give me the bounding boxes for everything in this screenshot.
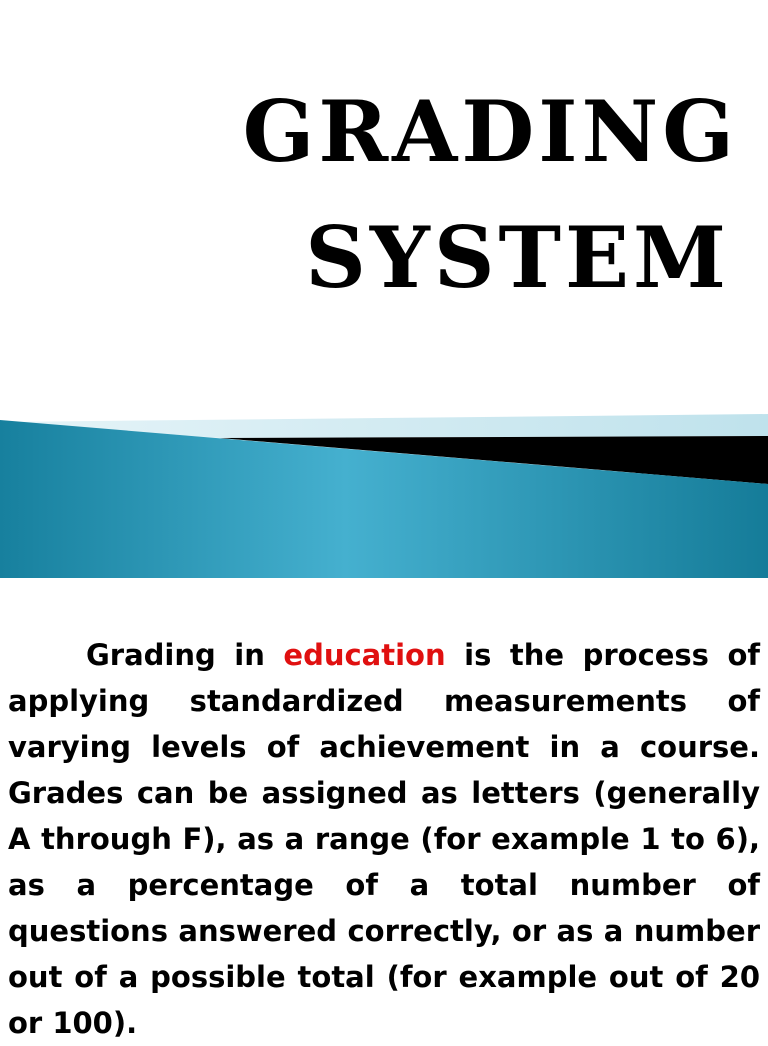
- body-paragraph: [8, 632, 760, 1046]
- paragraph-rest: is the process of applying standardized measurements of varying levels of achievement in a course. Grades can be assigned as letters (generally A through F), as a range (for example 1 to 6), as a percentage of a total number of questions answered correctly, or as a number out of a possible total (for example out of 20 or 100).: [8, 638, 761, 1040]
- term-grading: Grading: [86, 638, 216, 672]
- term-education-link[interactable]: education: [283, 638, 446, 672]
- text-in: in: [215, 638, 284, 672]
- slide-title-line2: SYSTEM: [305, 208, 730, 307]
- slide-title-line1: GRADING: [242, 82, 738, 181]
- decorative-banner: [0, 412, 768, 578]
